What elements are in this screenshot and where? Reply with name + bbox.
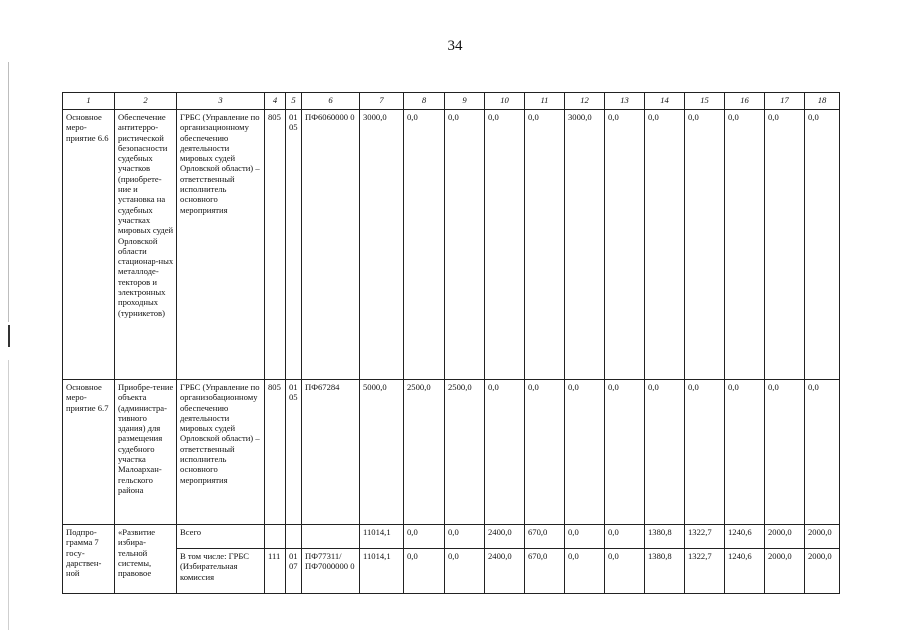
col-header: 5: [286, 93, 302, 110]
table-cell: 1240,6: [725, 525, 765, 549]
table-row: [63, 110, 840, 380]
table-cell: 2000,0: [805, 525, 840, 549]
table-cell: 1322,7: [685, 525, 725, 549]
table-cell: 0,0: [605, 110, 645, 380]
table-cell: 01 05: [286, 380, 302, 525]
table-cell: 0,0: [605, 525, 645, 549]
table-cell: [286, 525, 302, 549]
table-cell: 0,0: [445, 525, 485, 549]
table-cell: 2400,0: [485, 549, 525, 594]
scan-edge-line-lower: [8, 360, 9, 630]
table-cell: 2400,0: [485, 525, 525, 549]
table-cell: 0,0: [445, 549, 485, 594]
col-header: 1: [63, 93, 115, 110]
table-cell: 0,0: [685, 380, 725, 525]
table-cell: 0,0: [725, 110, 765, 380]
table-cell: 0,0: [645, 110, 685, 380]
table-cell: В том числе: ГРБС (Избирательная комиссия: [177, 549, 265, 594]
table-cell: 0,0: [605, 549, 645, 594]
table-cell: [302, 525, 360, 549]
table-cell: 0,0: [725, 380, 765, 525]
table-cell: 0,0: [765, 380, 805, 525]
table-row: [63, 549, 840, 594]
table-cell: ГРБС (Управление по организационному обеспечению деятельности мировых судей Орловской области) – ответственный исполнитель основного мероприятия: [177, 110, 265, 380]
table-cell: 0,0: [605, 380, 645, 525]
table-cell: 11014,1: [360, 525, 404, 549]
table-cell: Подпро-грамма 7 госу-дарствен-ной: [63, 525, 115, 594]
table-cell: 0,0: [685, 110, 725, 380]
col-header: 17: [765, 93, 805, 110]
table-cell: 1240,6: [725, 549, 765, 594]
col-header: 3: [177, 93, 265, 110]
col-header: 2: [115, 93, 177, 110]
col-header: 4: [265, 93, 286, 110]
col-header: 11: [525, 93, 565, 110]
table-cell: 805: [265, 380, 286, 525]
table-cell: 2000,0: [765, 549, 805, 594]
table-cell: Основное меро-приятие 6.7: [63, 380, 115, 525]
header-row: [63, 93, 840, 110]
table-cell: 1322,7: [685, 549, 725, 594]
table-cell: 0,0: [404, 525, 445, 549]
table-cell: 2000,0: [765, 525, 805, 549]
table-cell: ПФ67284: [302, 380, 360, 525]
col-header: 18: [805, 93, 840, 110]
table-cell: 2500,0: [404, 380, 445, 525]
table-cell: 0,0: [645, 380, 685, 525]
page-number: 34: [447, 38, 463, 54]
table-cell: «Развитие избира-тельной системы, правовое: [115, 525, 177, 594]
table-cell: 0,0: [485, 110, 525, 380]
table-cell: 0,0: [805, 380, 840, 525]
table-cell: 01 07: [286, 549, 302, 594]
col-header: 9: [445, 93, 485, 110]
table-cell: 0,0: [445, 110, 485, 380]
table-cell: ПФ6060000 0: [302, 110, 360, 380]
table-cell: 111: [265, 549, 286, 594]
table-cell: 1380,8: [645, 525, 685, 549]
table-row: [63, 525, 840, 549]
col-header: 7: [360, 93, 404, 110]
table-cell: 01 05: [286, 110, 302, 380]
table-cell: 0,0: [565, 380, 605, 525]
scan-edge-line: [8, 62, 9, 322]
col-header: 16: [725, 93, 765, 110]
table-row: [63, 380, 840, 525]
table-cell: 0,0: [525, 110, 565, 380]
table-cell: 11014,1: [360, 549, 404, 594]
table-cell: 0,0: [565, 549, 605, 594]
table-cell: 3000,0: [360, 110, 404, 380]
col-header: 6: [302, 93, 360, 110]
table-cell: 0,0: [805, 110, 840, 380]
table-cell: 670,0: [525, 549, 565, 594]
table-cell: Обеспечение антитерро-ристической безопасности судебных участков (приобрете-ние и установка на судебных участках мировых судей Орловской области стационар-ных металлоде-текторов и электронных проходных (турникетов): [115, 110, 177, 380]
col-header: 12: [565, 93, 605, 110]
table-cell: Всего: [177, 525, 265, 549]
col-header: 8: [404, 93, 445, 110]
table-cell: 1380,8: [645, 549, 685, 594]
table-cell: 2000,0: [805, 549, 840, 594]
table-cell: [265, 525, 286, 549]
col-header: 13: [605, 93, 645, 110]
table-cell: 0,0: [404, 549, 445, 594]
table-cell: Основное меро-приятие 6.6: [63, 110, 115, 380]
table-cell: ПФ77311/ ПФ7000000 0: [302, 549, 360, 594]
table-cell: 0,0: [404, 110, 445, 380]
col-header: 10: [485, 93, 525, 110]
table-cell: Приобре-тение объекта (администра-тивного здания) для размещения судебного участка Малоархан-гельского района: [115, 380, 177, 525]
table-cell: 0,0: [765, 110, 805, 380]
budget-table: [62, 92, 840, 594]
table-cell: 670,0: [525, 525, 565, 549]
col-header: 15: [685, 93, 725, 110]
table-cell: 805: [265, 110, 286, 380]
table-cell: 0,0: [485, 380, 525, 525]
table-cell: 2500,0: [445, 380, 485, 525]
table-cell: 0,0: [525, 380, 565, 525]
table-cell: ГРБС (Управление по организобационному обеспечению деятельности мировых судей Орловской области) – ответственный исполнитель основного мероприятия: [177, 380, 265, 525]
table-cell: 5000,0: [360, 380, 404, 525]
table-cell: 3000,0: [565, 110, 605, 380]
col-header: 14: [645, 93, 685, 110]
table-cell: 0,0: [565, 525, 605, 549]
scan-edge-mark: [8, 325, 10, 347]
